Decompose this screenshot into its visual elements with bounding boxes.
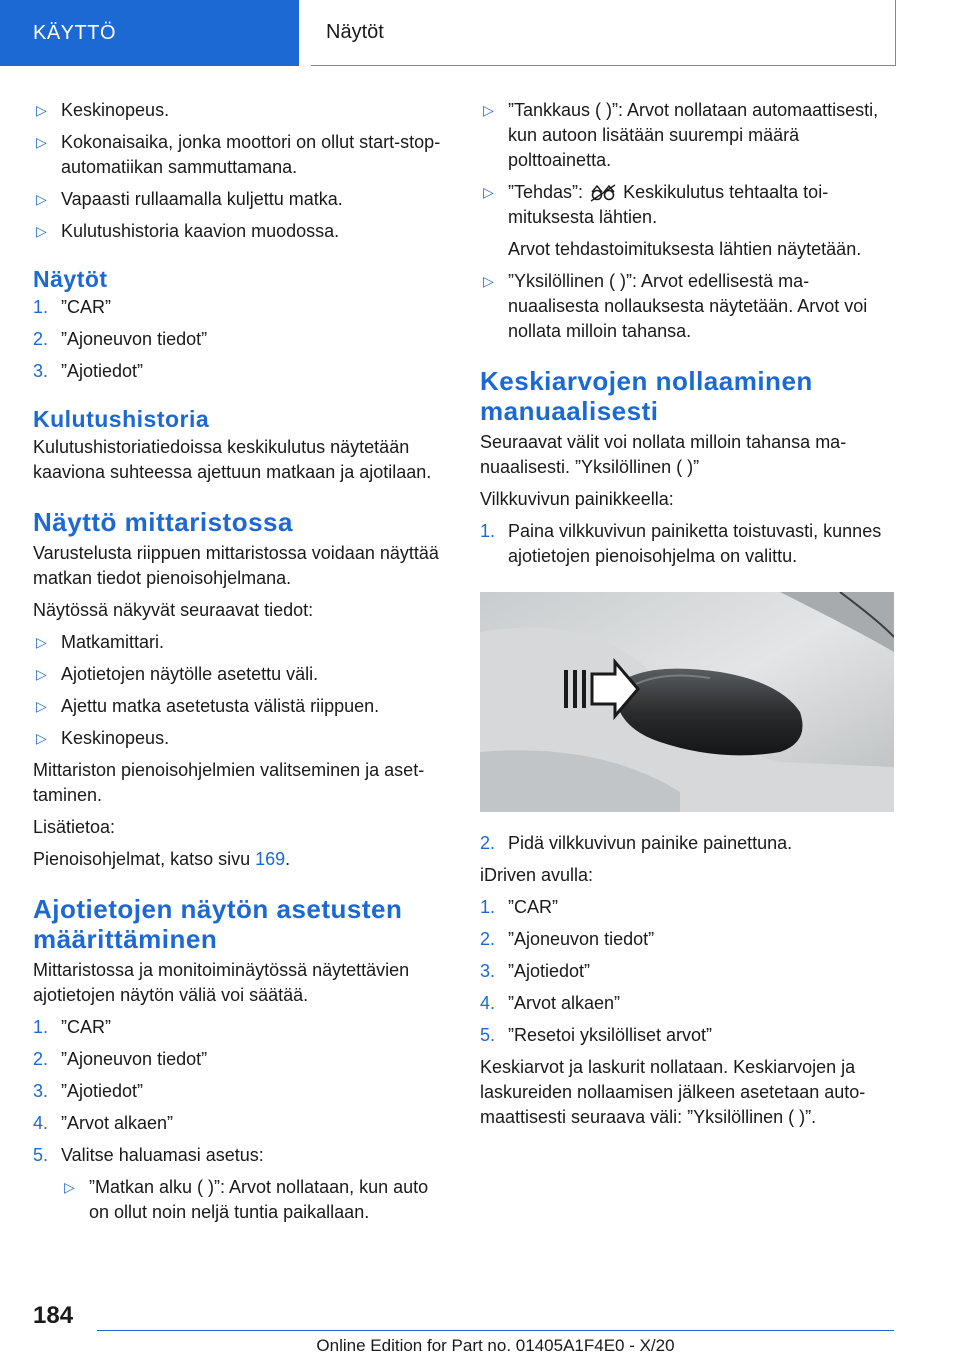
triangle-bullet-icon: ▷ (36, 102, 47, 118)
list-item: ▷ Kokonaisaika, jonka moottori on ollut start-stop-automatiikan sammuttamana. (36, 132, 441, 177)
triangle-bullet-icon: ▷ (36, 730, 47, 746)
list-item: 2. ”Ajoneuvon tiedot” (480, 929, 655, 949)
header-title: Näytöt (311, 0, 896, 66)
list-item: 1. Paina vilkkuvivun painiketta toistuvasti, kunnes ajotietojen pienoisohjelma on valittu. (480, 521, 882, 566)
list-item: 2. ”Ajoneuvon tiedot” (33, 329, 208, 349)
paragraph: Arvot tehdastoimituksesta lähtien näytetään. (508, 239, 862, 259)
heading-keskiarvojen-nollaaminen: Keskiarvojen nollaaminen manuaalisesti (480, 366, 813, 426)
list-item: 2. Pidä vilkkuvivun painike painettuna. (480, 833, 793, 853)
list-item: ▷ ”Tehdas”: Keskikulutus tehtaalta toimituksesta lähtien. (483, 182, 829, 227)
page-number: 184 (33, 1302, 74, 1329)
triangle-bullet-icon: ▷ (483, 273, 494, 289)
footer-divider (97, 1330, 894, 1331)
list-item: 1. ”CAR” (480, 897, 558, 917)
list-item: 1. ”CAR” (33, 1017, 111, 1037)
triangle-bullet-icon: ▷ (64, 1179, 75, 1195)
paragraph: Mittariston pienoisohjelmien valitseminen ja asettaminen. (33, 760, 425, 805)
heading-naytot: Näytöt (33, 266, 108, 292)
list-item: 3. ”Ajotiedot” (33, 1081, 144, 1101)
heading-ajotietojen-asetukset: Ajotietojen näytön asetusten määrittäminen (33, 894, 403, 954)
triangle-bullet-icon: ▷ (36, 698, 47, 714)
page-link-169[interactable]: 169 (255, 849, 286, 869)
list-item: 4. ”Arvot alkaen” (33, 1113, 174, 1133)
list-item: ▷ Matkamittari. (33, 630, 453, 655)
paragraph: Vilkkuvivun painikkeella: (480, 489, 674, 509)
left-column (33, 98, 453, 1232)
factory-reset-icon (588, 183, 618, 203)
list-item: 3. ”Ajotiedot” (480, 961, 591, 981)
triangle-bullet-icon: ▷ (36, 634, 47, 650)
list-item: ▷ Ajotietojen näytölle asetettu väli. (33, 662, 453, 687)
footer-edition: Online Edition for Part no. 01405A1F4E0 - X/20 (316, 1336, 675, 1355)
triangle-bullet-icon: ▷ (36, 191, 47, 207)
triangle-bullet-icon: ▷ (36, 223, 47, 239)
triangle-bullet-icon: ▷ (36, 666, 47, 682)
list-item: 2. ”Ajoneuvon tiedot” (33, 1049, 208, 1069)
list-item: ▷ Kulutushistoria kaavion muodossa. (33, 219, 453, 244)
list-item: 3. ”Ajotiedot” (33, 361, 144, 381)
triangle-bullet-icon: ▷ (483, 184, 494, 200)
header-section: KÄYTTÖ (0, 0, 299, 66)
paragraph: iDriven avulla: (480, 865, 594, 885)
list-item: ▷ ”Yksilöllinen ( )”: Arvot edellisestä manuaalisesta nollauksesta näytetään. Arvot voi nollata milloin tahansa. (483, 271, 868, 341)
right-column (480, 98, 892, 1137)
list-item: ▷ Vapaasti rullaamalla kuljettu matka. (33, 187, 453, 212)
paragraph: Lisätietoa: (33, 817, 116, 837)
list-item: ▷ Keskinopeus. (33, 98, 453, 123)
list-item: ▷ Ajettu matka asetetusta välistä riippuen. (33, 694, 453, 719)
paragraph: Seuraavat välit voi nollata milloin tahansa manuaalisesti. ”Yksilöllinen ( )” (480, 432, 847, 477)
paragraph: Kulutushistoriatiedoissa keskikulutus näytetään kaaviona suhteessa ajettuun matkaan ja ajotilaan. (33, 437, 432, 482)
paragraph: Pienoisohjelmat, katso sivu 169. (33, 849, 291, 869)
list-item: ▷ ”Tankkaus ( )”: Arvot nollataan automaattisesti, kun autoon lisätään suurempi määrä polttoainetta. (483, 100, 879, 170)
paragraph: Varustelusta riippuen mittaristossa voidaan näyttää matkan tiedot pienoisohjelmana. (33, 543, 439, 588)
triangle-bullet-icon: ▷ (36, 134, 47, 150)
turn-signal-stalk-photo (480, 592, 894, 812)
list-item: 5. ”Resetoi yksilölliset arvot” (480, 1025, 713, 1045)
heading-kulutushistoria: Kulutushistoria (33, 406, 210, 432)
list-item: 1. ”CAR” (33, 297, 111, 317)
list-item: 5. Valitse haluamasi asetus: (33, 1145, 264, 1165)
list-item: ▷ ”Matkan alku ( )”: Arvot nollataan, kun auto on ollut noin neljä tuntia paikallaan. (64, 1177, 429, 1222)
heading-naytto-mittaristossa: Näyttö mittaristossa (33, 507, 293, 537)
paragraph: Keskiarvot ja laskurit nollataan. Keskiarvojen ja laskureiden nollaamisen jälkeen asetetaan automaattisesti seuraava väli: ”Yksilöllinen ( )”. (480, 1057, 866, 1127)
paragraph: Mittaristossa ja monitoiminäytössä näytettävien ajotietojen näytön väliä voi säätää. (33, 960, 410, 1005)
list-item: ▷ Keskinopeus. (33, 726, 453, 751)
paragraph: Näytössä näkyvät seuraavat tiedot: (33, 600, 314, 620)
triangle-bullet-icon: ▷ (483, 102, 494, 118)
list-item: 4. ”Arvot alkaen” (480, 993, 621, 1013)
